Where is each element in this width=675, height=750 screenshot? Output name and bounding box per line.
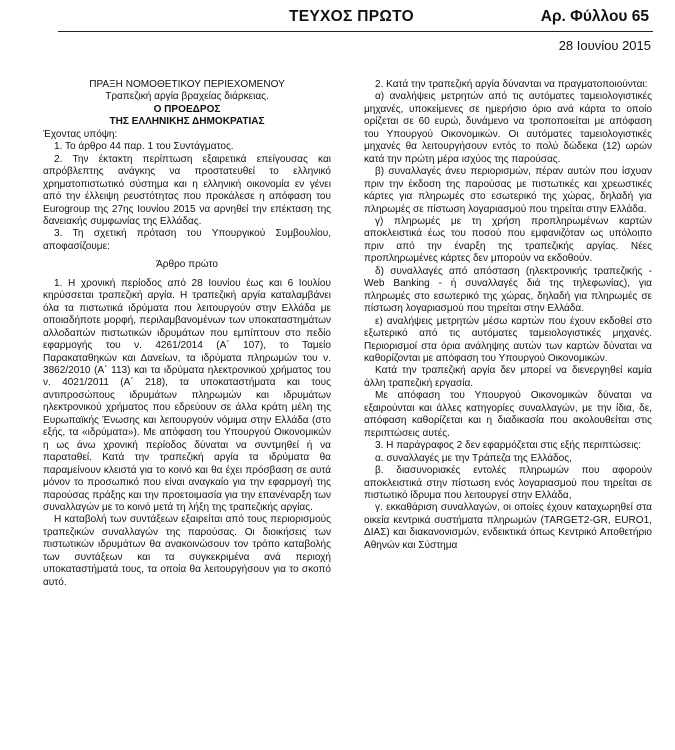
paragraph-2-b: β) συναλλαγές άνευ περιορισμών, πέραν αυτών που ίσχυαν πριν την έκδοση της παρούσας με πιστωτικές και χρεωστικές κάρτες για πληρωμές στο εσωτερικό της χώρας, δηλαδή για πληρωμές σε πίστωση λογαριασμού που τηρείται στην Ελλάδα. [364, 166, 652, 215]
paragraph-3-a: α. συναλλαγές με την Τράπεζα της Ελλάδος, [375, 452, 572, 464]
header-rule [58, 31, 653, 32]
article-heading: Άρθρο πρώτο [156, 259, 218, 271]
paragraph-2-intro: 2. Κατά την τραπεζική αργία δύνανται να πραγματοποιούνται: [375, 79, 648, 90]
recital-3: 3. Τη σχετική πρόταση του Υπουργικού Συμβουλίου, αποφασίζουμε: [43, 228, 331, 252]
paragraph-2-e: ε) αναλήψεις μετρητών μέσω καρτών που έχουν εκδοθεί στο εξωτερικό από τις αυτόματες ταμειολογιστικές μηχανές. Περιορισμοί στα όρια ανάληψης αυτών των καρτών δύναται να καθορίζονται με απόφαση του Υπουργού Οικονομικών. [364, 315, 652, 364]
paragraph-2-a: α) αναλήψεις μετρητών από τις αυτόματες ταμειολογιστικές μηχανές, υποκείμενες σε ημερήσιο όριο ανά κάρτα το οποίο ορίζεται σε 60 ευρώ, δυνάμενο να τροποποιείται με απόφαση του Υπουργού Οικονομικών. Οι αυτόματες ταμειολογιστικές μηχανές θα λειτουργήσουν εντός το πολύ δώδεκα (12) ωρών κατά την πρώτη μέρα ισχύος της παρούσας. [364, 91, 652, 165]
left-column [43, 79, 331, 589]
president-title-1: Ο ΠΡΟΕΔΡΟΣ [153, 103, 221, 115]
article-1-paragraph-1: 1. Η χρονική περίοδος από 28 Ιουνίου έως και 6 Ιουλίου κηρύσσεται τραπεζική αργία. Η τραπεζική αργία καταλαμβάνει όλα τα πιστωτικά ιδρύματα που λειτουργούν στην Ελλάδα με οποιαδήποτε μορφή, περιλαμβανομένων των υποκαταστημάτων αλλοδαπών πιστωτικών ιδρυμάτων που εμπίπτουν στο πεδίο εφαρμογής του ν. 4261/2014 (Α΄ 107), το Ταμείο Παρακαταθηκών και Δανείων, τα ιδρύματα πληρωμών του ν. 3862/2010 (Α΄ 113) και τα ιδρύματα ηλεκτρονικού χρήματος του ν. 4021/2011 (Α΄ 218), τα υποκαταστήματα και τους αντιπροσώπους ιδρυμάτων πληρωμών και ιδρυμάτων ηλεκτρονικού χρήματος που εδρεύουν σε άλλα κράτη μέλη της Ευρωπαϊκής Ένωσης και λειτουργούν νόμιμα στην Ελλάδα (στο εξής, τα «ιδρύματα»). Με απόφαση του Υπουργού Οικονομικών η ως άνω χρονική περίοδος δύναται να συντμηθεί ή να παραταθεί. Κατά την τραπεζική αργία τα ιδρύματα θα παραμείνουν κλειστά για το κοινό και θα έχει πρόσβαση σε αυτά μόνον το προσωπικό που είναι αναγκαίο για την εφαρμογή της παρούσας πράξης και την προετοιμασία για την επανέναρξη των συναλλαγών με το κοινό μετά τη λήξη της τραπεζικής αργίας. [43, 277, 331, 513]
paragraph-2-g: Με απόφαση του Υπουργού Οικονομικών δύναται να εξαιρούνται και άλλες κατηγορίες συναλλαγών, με την ίδια, δε, απόφαση καθορίζεται και η διαδικασία που ακολουθείται στις περιπτώσεις αυτές. [364, 390, 652, 439]
paragraph-2-f: Κατά την τραπεζική αργία δεν μπορεί να διενεργηθεί καμία άλλη τραπεζική εργασία. [364, 365, 652, 389]
paragraph-3-b: β. διασυνοριακές εντολές πληρωμών που αφορούν αποκλειστικά στην πίστωση ενός λογαριασμού που τηρείται σε πιστωτικό ίδρυμα που λειτουργεί στην Ελλάδα, [364, 465, 652, 501]
sheet-number: Αρ. Φύλλου 65 [540, 8, 649, 25]
paragraph-2-d: δ) συναλλαγές από απόσταση (ηλεκτρονικής τραπεζικής - Web Banking - ή συναλλαγές διά της τηλεφωνίας), για πληρωμές στο εσωτερικό της χώρας, δηλαδή για πληρωμές σε πίστωση λογαριασμού που τηρείται στην Ελλάδα. [364, 265, 652, 315]
issue-date: 28 Ιουνίου 2015 [558, 38, 651, 53]
gazette-series: ΤΕΥΧΟΣ ΠΡΩΤΟ [289, 8, 414, 25]
president-title-2: ΤΗΣ ΕΛΛΗΝΙΚΗΣ ΔΗΜΟΚΡΑΤΙΑΣ [109, 116, 265, 128]
recital-1: 1. Το άρθρο 44 παρ. 1 του Συντάγματος. [54, 141, 234, 153]
paragraph-2-c: γ) πληρωμές με τη χρήση προπληρωμένων καρτών αποκλειστικά έως του ποσού που εμφανιζόταν ως υπόλοιπο πριν από την έναρξη της τραπεζικής αργίας. Νέες προπληρωμένες κάρτες δεν μπορούν να εκδοθούν. [364, 215, 652, 265]
right-column [364, 79, 652, 552]
having-regard: Έχοντας υπόψη: [43, 128, 118, 140]
article-1-paragraph-2: Η καταβολή των συντάξεων εξαιρείται από τους περιορισμούς τραπεζικών συναλλαγών της παρούσας. Οι διοικήσεις των πιστωτικών ιδρυμάτων θα ανακοινώσουν τον τρόπο καταβολής των συντάξεων και τα συγκεκριμένα ανά περιοχή υποκαταστήματά τους, τα οποία θα λειτουργήσουν για το σκοπό αυτό. [43, 514, 331, 588]
act-subtitle: Τραπεζική αργία βραχείας διάρκειας. [105, 91, 269, 103]
act-title: ΠΡΑΞΗ ΝΟΜΟΘΕΤΙΚΟΥ ΠΕΡΙΕΧΟΜΕΝΟΥ [89, 79, 285, 90]
paragraph-3-intro: 3. Η παράγραφος 2 δεν εφαρμόζεται στις εξής περιπτώσεις: [375, 440, 642, 452]
paragraph-3-c: γ. εκκαθάριση συναλλαγών, οι οποίες έχουν καταχωρηθεί στα οικεία κεντρικά συστήματα πληρωμών (TARGET2-GR, EURO1, ΔΙΑΣ) και διακανονισμών, ενδεικτικά όπως Κεντρικό Αποθετήριο Αθηνών και Σύστημα [364, 502, 652, 551]
recital-2: 2. Την έκτακτη περίπτωση εξαιρετικά επείγουσας και απρόβλεπτης ανάγκης να προστατευθεί το ελληνικό χρηματοπιστωτικό σύστημα και η ελληνική οικονομία εν γένει από την έλλειψη ρευστότητας που προκάλεσε η απόφαση του Eurogroup της 27ης Ιουνίου 2015 να αρνηθεί την επέκταση της δανειακής συμφωνίας της Ελλάδας. [43, 153, 331, 227]
